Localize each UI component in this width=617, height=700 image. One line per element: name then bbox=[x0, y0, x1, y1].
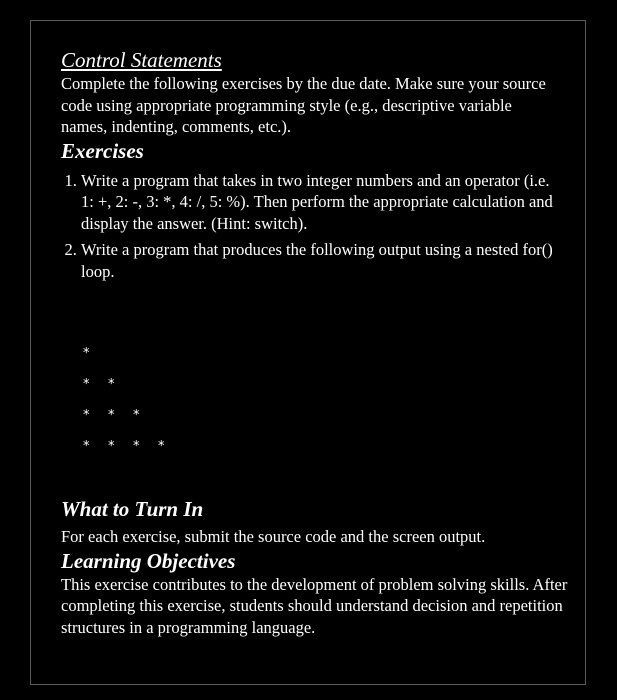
document-footer-sections bbox=[61, 496, 571, 638]
exercise-list bbox=[61, 170, 561, 283]
document-title: Control Statements bbox=[61, 48, 222, 72]
star-row bbox=[83, 378, 183, 409]
document-body bbox=[61, 48, 561, 287]
star-row bbox=[83, 347, 183, 378]
star: * bbox=[108, 377, 115, 392]
exercise-item: 2. Write a program that produces the following output using a nested for() loop. bbox=[81, 239, 561, 282]
star: * bbox=[83, 408, 90, 423]
objectives-text: This exercise contributes to the development of problem solving skills. After completing this exercise, students should understand decision and repetition structures in a programming language. bbox=[61, 574, 568, 637]
star: * bbox=[83, 439, 90, 454]
star: * bbox=[133, 408, 140, 423]
star-pattern bbox=[83, 347, 183, 471]
star-row bbox=[83, 440, 183, 471]
star-row bbox=[83, 409, 183, 440]
star: * bbox=[158, 439, 165, 454]
turn-in-heading: What to Turn In bbox=[61, 497, 204, 521]
exercises-heading: Exercises bbox=[61, 138, 144, 163]
star: * bbox=[83, 377, 90, 392]
objectives-heading: Learning Objectives bbox=[61, 548, 236, 573]
star: * bbox=[133, 439, 140, 454]
star: * bbox=[108, 439, 115, 454]
intro-paragraph: Complete the following exercises by the due date. Make sure your source code using appropriate programming style (e.g., descriptive variable names, indenting, comments, etc.). bbox=[61, 74, 546, 136]
star: * bbox=[108, 408, 115, 423]
star: * bbox=[83, 346, 90, 361]
exercise-item: 1. Write a program that takes in two integer numbers and an operator (i.e. 1: +, 2: -, 3: *, 4: /, 5: %). Then perform the appropriate calculation and display the answer. (Hint: switch). bbox=[81, 170, 561, 235]
turn-in-text: For each exercise, submit the source code and the screen output. bbox=[61, 527, 486, 546]
